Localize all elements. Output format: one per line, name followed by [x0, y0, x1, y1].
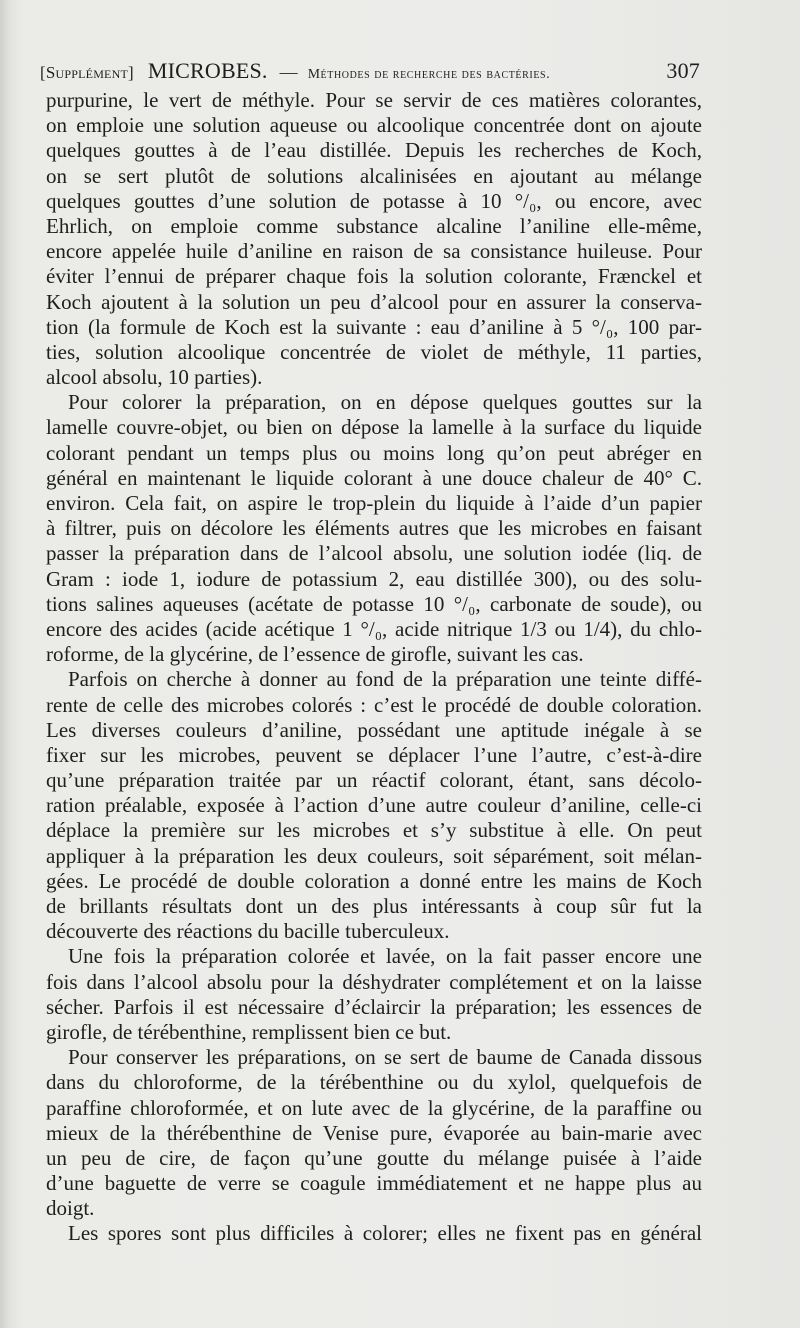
text-line: éviter l’ennui de préparer chaque fois la solution colorante, Frænckel et	[46, 264, 702, 289]
text-line: appliquer à la préparation les deux couleurs, soit séparément, soit mélan-	[46, 843, 702, 868]
text-line: Gram : iode 1, iodure de potassium 2, eau distillée 300), ou des solu-	[46, 566, 702, 591]
text-line: à filtrer, puis on décolore les éléments autres que les microbes en faisant	[46, 516, 702, 541]
text-line: mieux de la thérébenthine de Venise pure, évaporée au bain-marie avec	[46, 1120, 702, 1145]
text-line: Les spores sont plus difficiles à colorer; elles ne fixent pas en général	[68, 1221, 702, 1246]
text-line: qu’une préparation traitée par un réactif colorant, étant, sans décolo-	[46, 768, 702, 793]
text-line: tions salines aqueuses (acétate de potasse 10 °/₀, carbonate de soude), ou	[46, 591, 702, 616]
text-line: dans du chloroforme, de la térébenthine ou du xylol, quelquefois de	[46, 1070, 702, 1095]
text-line: Les diverses couleurs d’aniline, possédant une aptitude inégale à se	[46, 717, 702, 742]
text-line: quelques gouttes à de l’eau distillée. Depuis les recherches de Koch,	[46, 138, 702, 163]
text-line: un peu de cire, de façon qu’une goutte du mélange puisée à l’aide	[46, 1145, 702, 1170]
text-line: d’une baguette de verre se coagule immédiatement et ne happe plus au	[46, 1171, 702, 1196]
header-section: [Supplément]	[40, 63, 134, 82]
text-line: paraffine chloroformée, et on lute avec de la glycérine, de la paraffine ou	[46, 1095, 702, 1120]
text-line: sécher. Parfois il est nécessaire d’éclaircir la préparation; les essences de	[46, 994, 702, 1019]
text-line: fixer sur les microbes, peuvent se déplacer l’une l’autre, c’est-à-dire	[46, 742, 702, 767]
paragraph	[46, 1221, 702, 1246]
text-line: colorant pendant un temps plus ou moins long qu’on peut abréger en	[46, 440, 702, 465]
text-line: quelques gouttes d’une solution de potasse à 10 °/₀, ou encore, avec	[46, 188, 702, 213]
body-text	[46, 88, 702, 1247]
text-line: découverte des réactions du bacille tuberculeux.	[46, 919, 450, 944]
text-line: encore appelée huile d’aniline en raison de sa consistance huileuse. Pour	[46, 239, 702, 264]
text-line: rente de celle des microbes colorés : c’est le procédé de double coloration.	[46, 692, 702, 717]
paragraph	[46, 944, 702, 1045]
text-line: déplace la première sur les microbes et s’y substitue à elle. On peut	[46, 818, 702, 843]
text-line: de brillants résultats dont un des plus intéressants à coup sûr fut la	[46, 894, 702, 918]
text-line: tion (la formule de Koch est la suivante : eau d’aniline à 5 °/₀, 100 par-	[46, 314, 702, 339]
text-line: on se sert plutôt de solutions alcalinisées en ajoutant au mélange	[46, 163, 702, 188]
text-line: Pour colorer la préparation, on en dépose quelques gouttes sur la	[68, 390, 702, 415]
text-line: Ehrlich, on emploie comme substance alcaline l’aniline elle-même,	[46, 213, 702, 238]
text-line: on emploie une solution aqueuse ou alcoolique concentrée dont on ajoute	[46, 113, 702, 138]
running-header	[40, 58, 700, 88]
text-line: ration préalable, exposée à l’action d’une autre couleur d’aniline, celle-ci	[46, 793, 702, 818]
text-line: Parfois on cherche à donner au fond de la préparation une teinte diffé-	[68, 667, 702, 692]
paragraph	[46, 667, 702, 944]
text-line: doigt.	[46, 1196, 95, 1221]
paragraph	[46, 88, 702, 390]
paragraph	[46, 1045, 702, 1221]
text-line: Une fois la préparation colorée et lavée, on la fait passer encore une	[68, 944, 702, 969]
text-line: lamelle couvre-objet, ou bien on dépose la lamelle à la surface du liquide	[46, 415, 702, 440]
text-line: fois dans l’alcool absolu pour la déshydrater complétement et on la laisse	[46, 969, 702, 994]
text-line: environ. Cela fait, on aspire le trop-plein du liquide à l’aide d’un papier	[46, 491, 702, 515]
text-line: passer la préparation dans de l’alcool absolu, une solution iodée (liq. de	[46, 541, 702, 566]
text-line: alcool absolu, 10 parties).	[46, 365, 263, 390]
text-line: Pour conserver les préparations, on se sert de baume de Canada dissous	[68, 1045, 702, 1070]
text-line: général en maintenant le liquide colorant à une douce chaleur de 40° C.	[46, 465, 702, 490]
header-title: MICROBES.	[147, 58, 268, 83]
text-line: roforme, de la glycérine, de l’essence de girofle, suivant les cas.	[46, 642, 584, 667]
page-number: 307	[666, 58, 700, 83]
text-line: ties, solution alcoolique concentrée de violet de méthyle, 11 parties,	[46, 339, 702, 364]
text-line: gées. Le procédé de double coloration a donné entre les mains de Koch	[46, 868, 702, 893]
header-subtitle: Méthodes de recherche des bactéries.	[307, 66, 551, 81]
header-dash: —	[279, 62, 298, 82]
text-line: purpurine, le vert de méthyle. Pour se servir de ces matières colorantes,	[46, 88, 702, 112]
paragraph	[46, 390, 702, 667]
text-line: Koch ajoutent à la solution un peu d’alcool pour en assurer la conserva-	[46, 289, 702, 314]
text-line: encore des acides (acide acétique 1 °/₀, acide nitrique 1/3 ou 1/4), du chlo-	[46, 616, 702, 641]
text-line: girofle, de térébenthine, remplissent bien ce but.	[46, 1019, 452, 1044]
